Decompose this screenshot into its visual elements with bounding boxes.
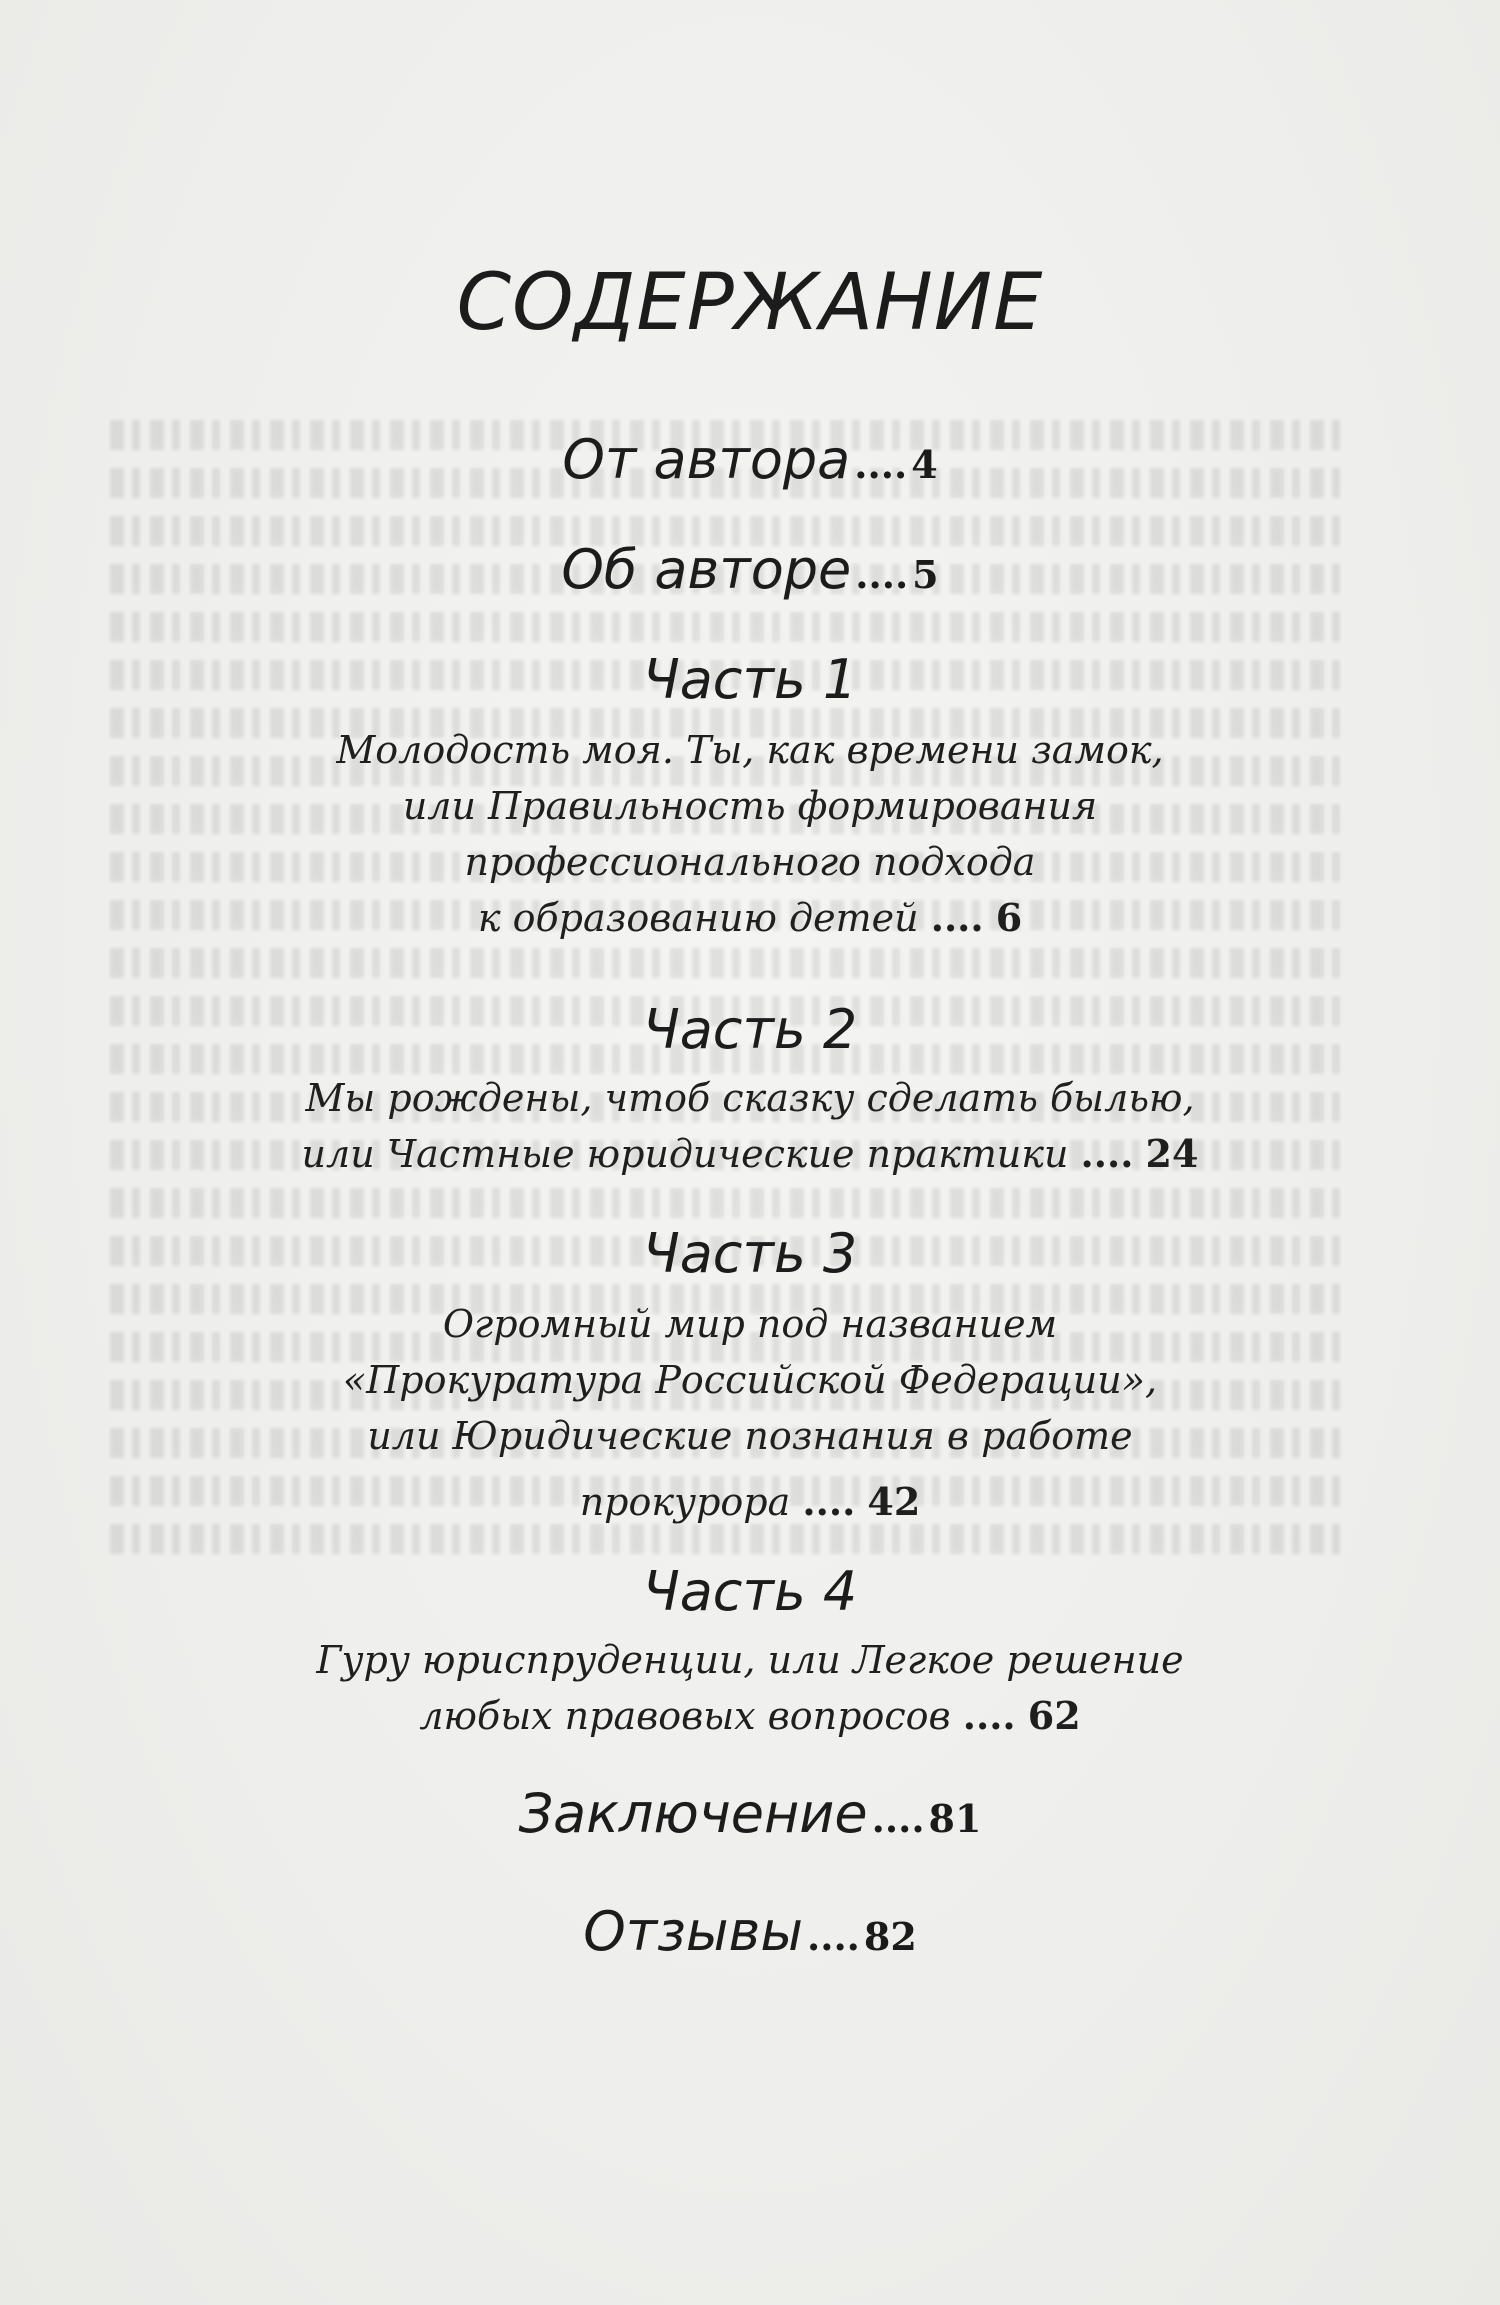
leader-dots: .... <box>802 1479 856 1524</box>
description-line: Молодость моя. Ты, как времени замок, <box>336 728 1164 772</box>
leader-dots: .... <box>871 1796 925 1841</box>
page-number: 42 <box>867 1479 921 1524</box>
leader-dots: .... <box>962 1693 1016 1738</box>
part-label: Часть 1 <box>642 648 858 711</box>
description-line: профессионального подхода <box>464 840 1036 884</box>
toc-entry-conclusion[interactable] <box>0 1782 1500 1845</box>
toc-part-3-heading[interactable] <box>0 1222 1500 1285</box>
page-number: 6 <box>995 895 1023 940</box>
page-number: 5 <box>912 552 939 597</box>
description-line: Гуру юриспруденции, или Легкое решение <box>316 1638 1184 1682</box>
page-number: 4 <box>911 442 938 487</box>
description-line: «Прокуратура Российской Федерации», <box>342 1358 1158 1402</box>
toc-part-2-description[interactable] <box>0 1070 1500 1182</box>
description-line: к образованию детей <box>477 896 919 940</box>
page-number: 82 <box>863 1914 917 1959</box>
description-line: Огромный мир под названием <box>442 1302 1058 1346</box>
leader-dots: .... <box>930 895 984 940</box>
entry-label: Об авторе <box>561 538 852 601</box>
description-line: или Частные юридические практики <box>301 1132 1069 1176</box>
entry-label: Заключение <box>518 1782 868 1845</box>
description-line: прокурора <box>579 1480 791 1524</box>
toc-entry-from-author[interactable] <box>0 428 1500 491</box>
part-label: Часть 3 <box>642 1222 858 1285</box>
description-line: или Правильность формирования <box>402 784 1098 828</box>
toc-part-1-heading[interactable] <box>0 648 1500 711</box>
leader-dots: .... <box>806 1914 860 1959</box>
toc-part-1-description[interactable] <box>0 722 1500 946</box>
description-line: любых правовых вопросов <box>419 1694 951 1738</box>
leader-dots: .... <box>854 442 908 487</box>
part-label: Часть 4 <box>642 1560 858 1623</box>
page-number: 81 <box>928 1796 982 1841</box>
leader-dots: .... <box>855 552 909 597</box>
leader-dots: .... <box>1080 1131 1134 1176</box>
toc-part-4-heading[interactable] <box>0 1560 1500 1623</box>
toc-entry-reviews[interactable] <box>0 1900 1500 1963</box>
toc-part-4-description[interactable] <box>0 1632 1500 1744</box>
part-label: Часть 2 <box>642 998 858 1061</box>
toc-part-2-heading[interactable] <box>0 998 1500 1061</box>
toc-part-3-description[interactable] <box>0 1296 1500 1530</box>
page-number: 24 <box>1145 1131 1199 1176</box>
entry-label: Отзывы <box>583 1900 803 1963</box>
description-line: или Юридические познания в работе <box>367 1414 1133 1458</box>
toc-entry-about-author[interactable] <box>0 538 1500 601</box>
page-number: 62 <box>1027 1693 1081 1738</box>
page-title: СОДЕРЖАНИЕ <box>456 258 1044 348</box>
entry-label: От автора <box>562 428 851 491</box>
description-line: Мы рождены, чтоб сказку сделать былью, <box>305 1076 1195 1120</box>
